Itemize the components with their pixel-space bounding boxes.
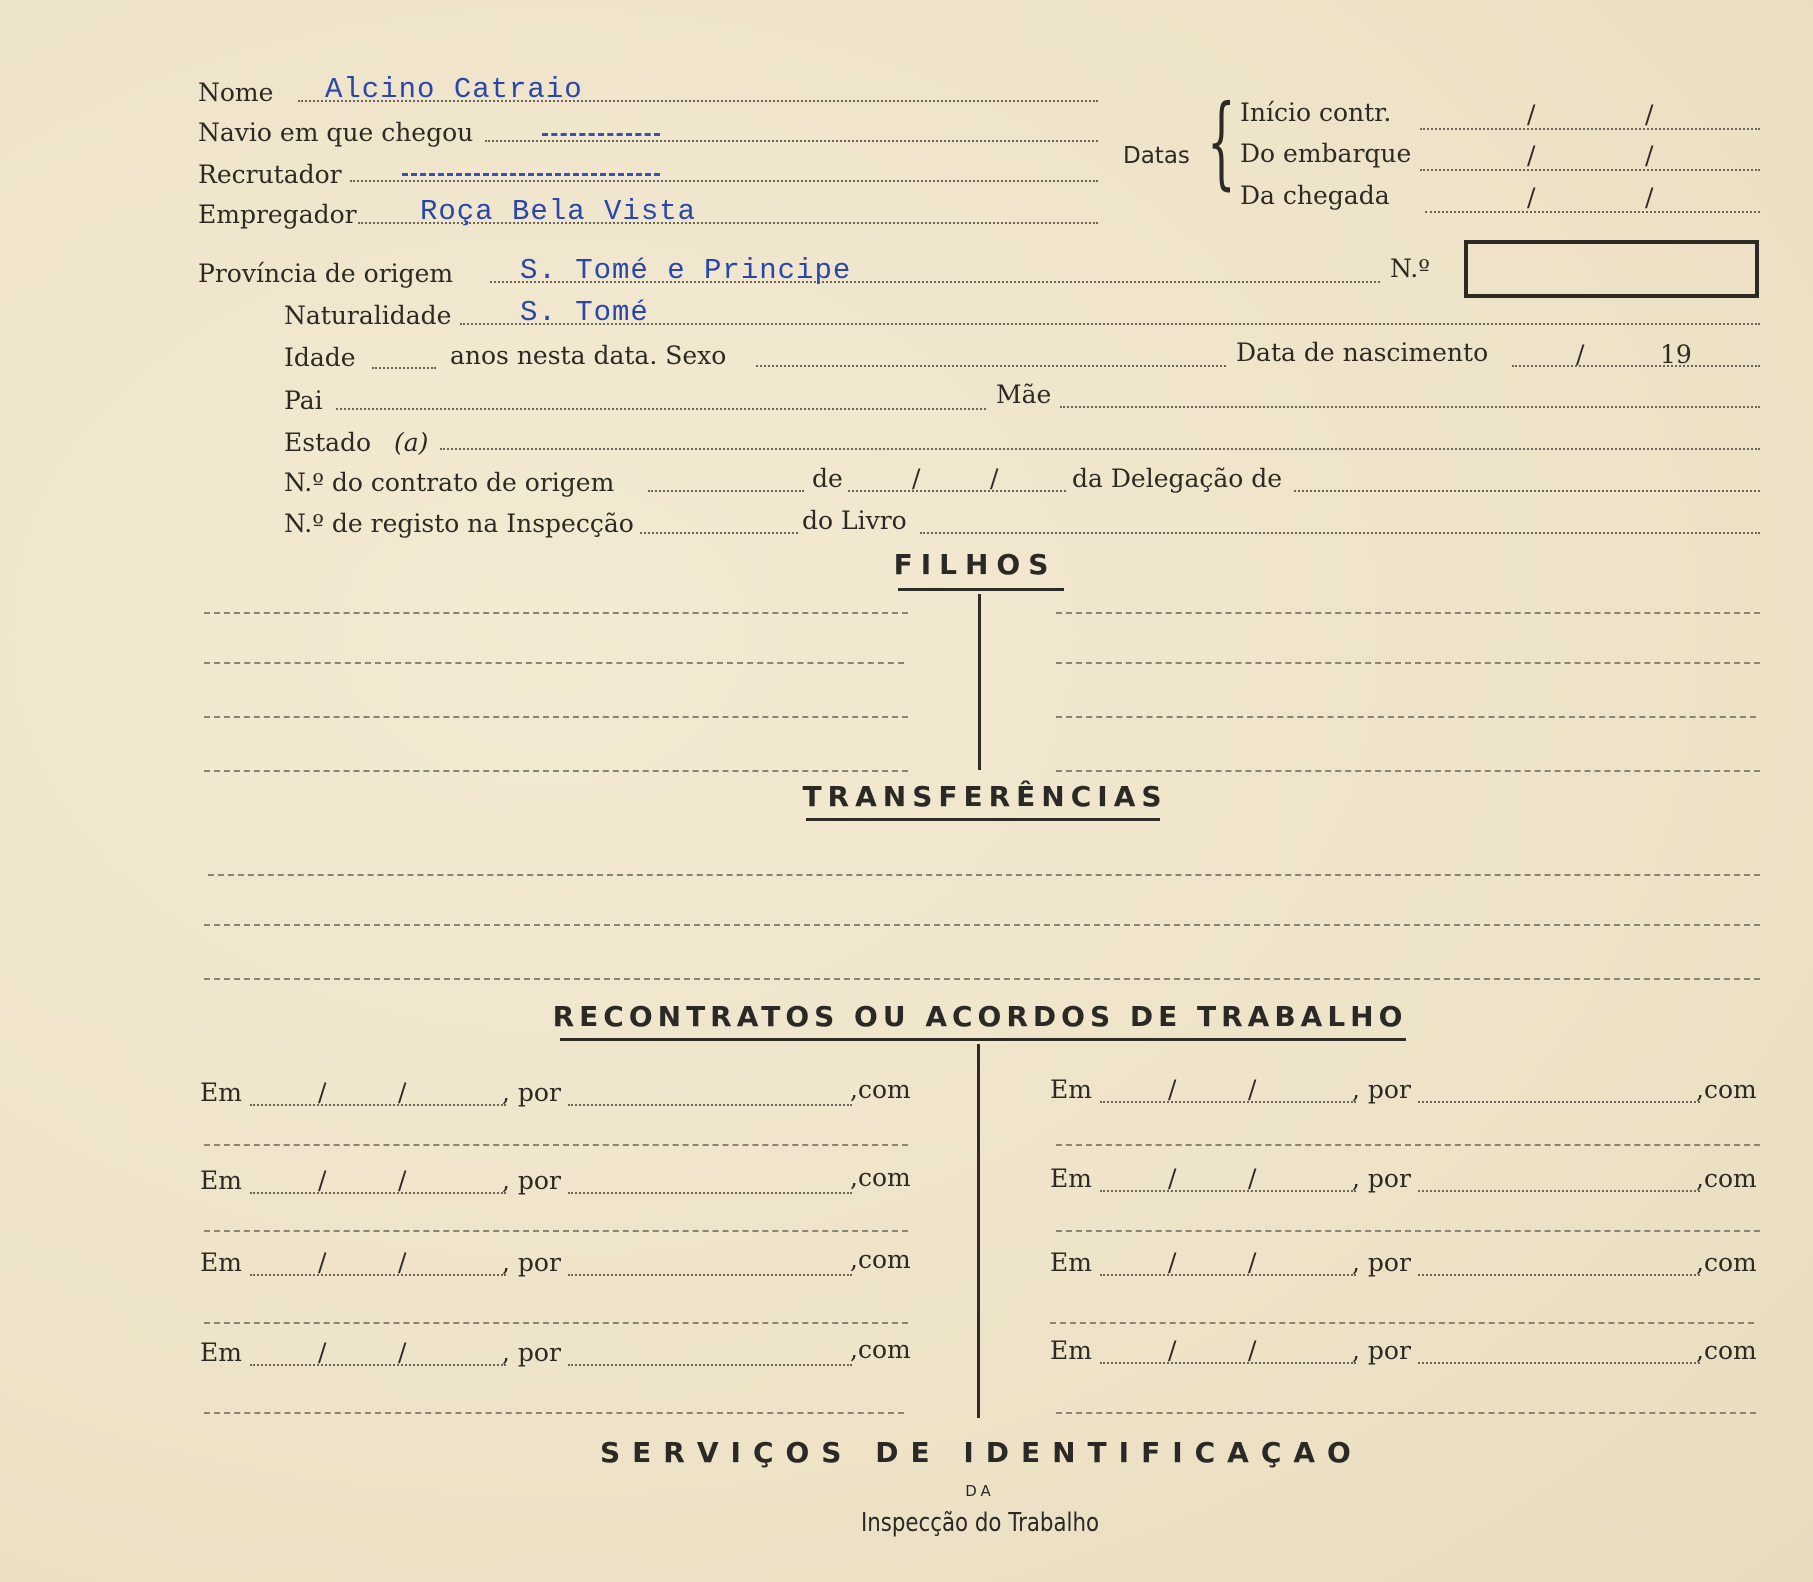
filhos-heading: FILHOS: [893, 548, 1057, 581]
recrutador-label: Recrutador: [198, 160, 342, 189]
rec-left-por-line-1: [568, 1104, 852, 1106]
rec-right-date-line-3: [1100, 1274, 1356, 1276]
rec-left-date-line-1: [250, 1104, 506, 1106]
rec-left-date-line-2: [250, 1192, 506, 1194]
rec-left-com-1: ,com: [850, 1075, 911, 1104]
transferencias-line-3: [204, 978, 1760, 980]
contrato-date-line: [848, 490, 1066, 492]
delegacao-line: [1294, 490, 1760, 492]
idade-label: Idade: [284, 343, 356, 372]
footer-inspeccao: Inspecção do Trabalho: [860, 1508, 1100, 1538]
rec-right-por-line-2: [1418, 1190, 1700, 1192]
estado-note: (a): [394, 428, 429, 457]
rec-left-em-1: Em: [200, 1078, 242, 1107]
recrutador-line: [350, 180, 1098, 182]
rec-left-com-3: ,com: [850, 1245, 911, 1274]
embarque-slash-1: /: [1527, 141, 1536, 170]
provincia-value[interactable]: S. Tomé e Principe: [520, 254, 852, 287]
rec-right-date-line-1: [1100, 1101, 1356, 1103]
rec-left-por-1: , por: [502, 1078, 561, 1107]
transferencias-line-1: [208, 874, 1760, 876]
rec-right-por-line-4: [1418, 1362, 1700, 1364]
recontratos-divider: [977, 1044, 980, 1418]
datas-label: Datas: [1123, 143, 1190, 169]
chegada-line: [1425, 211, 1760, 213]
naturalidade-line: [460, 323, 1760, 325]
rec-right-por-3: , por: [1352, 1248, 1411, 1277]
transferencias-line-2: [204, 924, 1760, 926]
provincia-label: Província de origem: [198, 259, 454, 288]
rec-left-line-2: [204, 1230, 908, 1232]
idade-line: [372, 367, 436, 369]
nome-label: Nome: [198, 78, 274, 107]
rec-left-slash-3b: /: [398, 1248, 407, 1277]
empregador-value[interactable]: Roça Bela Vista: [420, 195, 697, 228]
rec-left-por-line-4: [568, 1364, 852, 1366]
rec-left-em-2: Em: [200, 1166, 242, 1195]
rec-left-com-2: ,com: [850, 1163, 911, 1192]
contrato-slash-2: /: [990, 464, 999, 493]
inicio-line: [1420, 128, 1760, 130]
rec-left-por-line-2: [568, 1192, 852, 1194]
contrato-slash-1: /: [912, 464, 921, 493]
rec-left-com-4: ,com: [850, 1335, 911, 1364]
inicio-slash-1: /: [1527, 100, 1536, 129]
filhos-right-line-3: [1056, 716, 1756, 718]
rec-right-slash-1b: /: [1248, 1075, 1257, 1104]
rec-left-por-3: , por: [502, 1248, 561, 1277]
numero-label: N.º: [1390, 254, 1430, 283]
footer-da: DA: [965, 1482, 995, 1500]
navio-label: Navio em que chegou: [198, 118, 474, 147]
rec-right-date-line-4: [1100, 1362, 1356, 1364]
rec-right-por-line-1: [1418, 1101, 1700, 1103]
navio-typed-dashes: [542, 133, 660, 136]
naturalidade-label: Naturalidade: [284, 301, 452, 330]
rec-left-line-4: [204, 1412, 904, 1414]
rec-right-line-1: [1056, 1144, 1760, 1146]
rec-right-por-4: , por: [1352, 1336, 1411, 1365]
rec-right-slash-2b: /: [1248, 1164, 1257, 1193]
rec-right-com-4: ,com: [1696, 1336, 1757, 1365]
rec-right-slash-3b: /: [1248, 1248, 1257, 1277]
nascimento-label: Data de nascimento: [1236, 338, 1489, 367]
rec-left-line-1: [204, 1144, 908, 1146]
filhos-underline: [898, 588, 1064, 591]
naturalidade-value[interactable]: S. Tomé: [520, 296, 649, 329]
rec-right-em-1: Em: [1050, 1075, 1092, 1104]
filhos-divider: [978, 594, 981, 770]
rec-right-slash-2a: /: [1168, 1164, 1177, 1193]
rec-left-slash-1a: /: [318, 1078, 327, 1107]
filhos-left-line-2: [204, 662, 904, 664]
rec-left-slash-1b: /: [398, 1078, 407, 1107]
rec-right-por-1: , por: [1352, 1075, 1411, 1104]
rec-right-slash-4b: /: [1248, 1336, 1257, 1365]
filhos-left-line-4: [204, 770, 908, 772]
registo-label: N.º de registo na Inspecção: [284, 509, 634, 538]
embarque-label: Do embarque: [1240, 139, 1412, 168]
nascimento-line: [1512, 365, 1760, 367]
filhos-right-line-2: [1056, 662, 1760, 664]
filhos-left-line-1: [204, 612, 908, 614]
rec-right-line-2: [1056, 1230, 1760, 1232]
inicio-slash-2: /: [1645, 100, 1654, 129]
rec-right-date-line-2: [1100, 1190, 1356, 1192]
chegada-slash-2: /: [1645, 183, 1654, 212]
nascimento-year: 19: [1660, 340, 1692, 369]
rec-left-slash-2b: /: [398, 1166, 407, 1195]
filhos-right-line-1: [1056, 612, 1760, 614]
filhos-left-line-3: [204, 716, 908, 718]
rec-left-por-2: , por: [502, 1166, 561, 1195]
filhos-right-line-4: [1056, 770, 1760, 772]
inicio-label: Início contr.: [1240, 98, 1392, 127]
rec-left-slash-3a: /: [318, 1248, 327, 1277]
pai-line: [336, 408, 986, 410]
rec-left-por-4: , por: [502, 1338, 561, 1367]
chegada-slash-1: /: [1527, 183, 1536, 212]
navio-line: [485, 140, 1098, 142]
livro-label: do Livro: [802, 506, 907, 535]
datas-brace: {: [1207, 83, 1236, 200]
rec-left-slash-2a: /: [318, 1166, 327, 1195]
rec-right-em-3: Em: [1050, 1248, 1092, 1277]
contrato-label: N.º do contrato de origem: [284, 468, 615, 497]
transferencias-underline: [806, 818, 1160, 821]
estado-label: Estado: [284, 428, 372, 457]
rec-left-slash-4b: /: [398, 1338, 407, 1367]
rec-right-com-3: ,com: [1696, 1248, 1757, 1277]
rec-right-em-4: Em: [1050, 1336, 1092, 1365]
numero-box[interactable]: [1464, 240, 1759, 298]
transferencias-heading: TRANSFERÊNCIAS: [802, 780, 1168, 813]
rec-right-slash-4a: /: [1168, 1336, 1177, 1365]
delegacao-label: da Delegação de: [1072, 464, 1283, 493]
estado-line: [440, 448, 1760, 450]
footer-services: SERVIÇOS DE IDENTIFICAÇAO: [600, 1436, 1363, 1469]
rec-right-por-2: , por: [1352, 1164, 1411, 1193]
empregador-label: Empregador: [198, 200, 357, 229]
rec-right-com-1: ,com: [1696, 1075, 1757, 1104]
anos-sexo-label: anos nesta data. Sexo: [450, 341, 727, 370]
nome-value[interactable]: Alcino Catraio: [325, 73, 583, 106]
rec-left-date-line-4: [250, 1364, 506, 1366]
rec-right-line-3: [1050, 1322, 1754, 1324]
pai-label: Pai: [284, 386, 323, 415]
rec-left-line-3: [204, 1322, 908, 1324]
rec-right-slash-3a: /: [1168, 1248, 1177, 1277]
contrato-de-label: de: [812, 464, 843, 493]
rec-left-em-3: Em: [200, 1248, 242, 1277]
rec-left-slash-4a: /: [318, 1338, 327, 1367]
rec-left-por-line-3: [568, 1274, 852, 1276]
registo-line: [640, 532, 798, 534]
rec-right-com-2: ,com: [1696, 1164, 1757, 1193]
rec-left-date-line-3: [250, 1274, 506, 1276]
recontratos-underline: [560, 1038, 1406, 1041]
rec-right-slash-1a: /: [1168, 1075, 1177, 1104]
recontratos-heading: RECONTRATOS OU ACORDOS DE TRABALHO: [552, 1000, 1408, 1033]
rec-left-em-4: Em: [200, 1338, 242, 1367]
sexo-line: [756, 365, 1226, 367]
embarque-slash-2: /: [1645, 141, 1654, 170]
embarque-line: [1420, 169, 1760, 171]
livro-line: [920, 532, 1760, 534]
rec-right-em-2: Em: [1050, 1164, 1092, 1193]
contrato-line: [648, 490, 804, 492]
rec-right-por-line-3: [1418, 1274, 1700, 1276]
mae-label: Mãe: [996, 380, 1052, 409]
mae-line: [1060, 406, 1760, 408]
chegada-label: Da chegada: [1240, 181, 1390, 210]
rec-right-line-4: [1056, 1412, 1756, 1414]
recrutador-typed-dashes: [402, 173, 660, 176]
nascimento-slash: /: [1576, 340, 1585, 369]
